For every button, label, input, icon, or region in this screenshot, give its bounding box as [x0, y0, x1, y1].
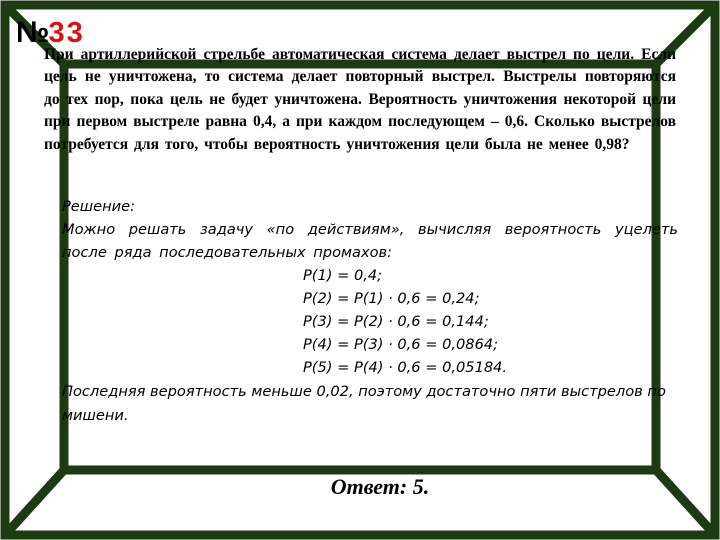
- equation-list: [62, 264, 678, 379]
- equation: P(1) = 0,4;: [303, 267, 383, 284]
- solution-conclusion: Последняя вероятность меньше 0,02, поэтому достаточно пяти выстрелов по мишени.: [62, 383, 666, 424]
- equation: P(5) = P(4) · 0,6 = 0,05184.: [303, 359, 508, 376]
- problem-statement: При артиллерийской стрельбе автоматическая система делает выстрел по цели. Если цель не уничтожена, то система делает повторный выстрел. Выстрелы повторяются до тех пор, пока цель не будет уничтожена. Вероятность уничтожения некоторой цели при первом выстреле равна 0,4, а при каждом последующем – 0,6. Сколько выстрелов потребуется для того, чтобы вероятность уничтожения цели была не менее 0,98?: [44, 46, 676, 153]
- solution-block: [62, 196, 678, 428]
- problem-number-value: 33: [48, 17, 85, 49]
- problem-number: [16, 18, 85, 48]
- number-sign: №: [16, 16, 49, 49]
- equation: P(4) = P(3) · 0,6 = 0,0864;: [303, 336, 499, 353]
- solution-heading: Решение:: [62, 198, 136, 215]
- equation: P(3) = P(2) · 0,6 = 0,144;: [303, 313, 489, 330]
- equation: P(2) = P(1) · 0,6 = 0,24;: [303, 290, 480, 307]
- solution-intro: Можно решать задачу «по действиям», вычисляя вероятность уцелеть после ряда последовательных промахов:: [62, 221, 678, 261]
- answer: Ответ: 5.: [330, 474, 430, 499]
